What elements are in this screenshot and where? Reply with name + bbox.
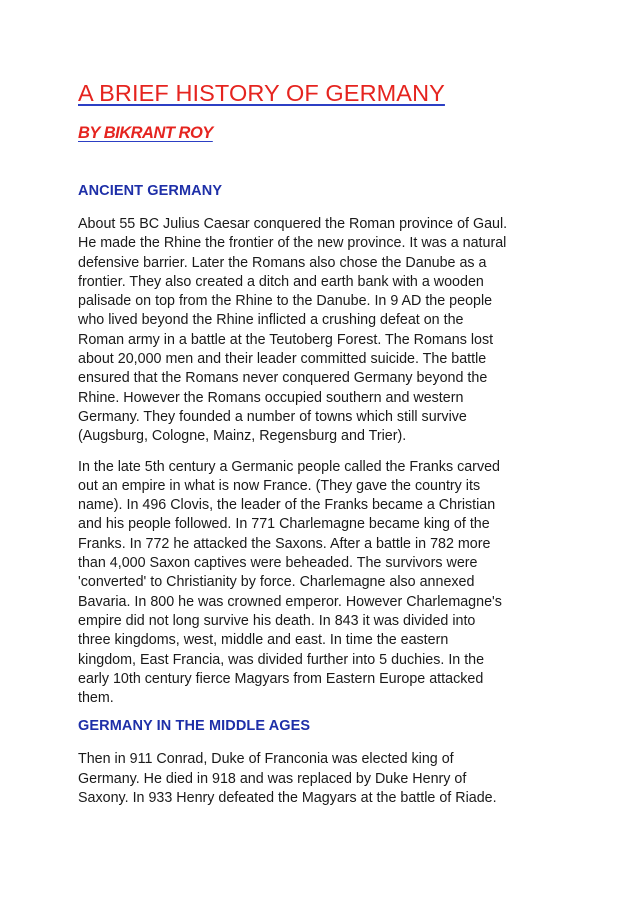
paragraph-line: who lived beyond the Rhine inflicted a crushing defeat on the	[78, 312, 464, 329]
paragraph-line: out an empire in what is now France. (They gave the country its	[78, 477, 481, 494]
paragraph-line: About 55 BC Julius Caesar conquered the Roman province of Gaul.	[78, 216, 508, 232]
paragraph-line: Rhine. However the Romans occupied southern and western	[78, 389, 464, 406]
paragraph-line: Then in 911 Conrad, Duke of Franconia was elected king of	[78, 751, 454, 768]
paragraph-line: about 20,000 men and their leader committed suicide. The battle	[78, 351, 487, 368]
paragraph-line: frontier. They also created a ditch and earth bank with a wooden	[78, 273, 484, 290]
paragraph-line: three kingdoms, west, middle and east. In time the eastern	[78, 632, 449, 649]
paragraph	[78, 458, 568, 709]
document-title: A BRIEF HISTORY OF GERMANY	[78, 80, 445, 106]
paragraph	[78, 215, 568, 447]
paragraph-line: 'converted' to Christianity by force. Charlemagne also annexed	[78, 574, 475, 591]
paragraph-line: empire did not long survive his death. In 843 it was divided into	[78, 612, 476, 629]
paragraph-line: name). In 496 Clovis, the leader of the Franks became a Christian	[78, 497, 496, 514]
paragraph-line: Germany. They founded a number of towns which still survive	[78, 408, 467, 425]
paragraph-line: them.	[78, 690, 114, 707]
paragraph-line: than 4,000 Saxon captives were beheaded. The survivors were	[78, 555, 478, 572]
author-byline: BY BIKRANT ROY	[78, 124, 213, 142]
paragraph-line: early 10th century fierce Magyars from Eastern Europe attacked	[78, 670, 484, 687]
paragraph-line: In the late 5th century a Germanic people called the Franks carved	[78, 458, 500, 475]
paragraph	[78, 750, 568, 808]
paragraph-line: ensured that the Romans never conquered Germany beyond the	[78, 370, 488, 387]
paragraph-line: Franks. In 772 he attacked the Saxons. After a battle in 782 more	[78, 535, 491, 552]
paragraph-line: Saxony. In 933 Henry defeated the Magyars at the battle of Riade.	[78, 790, 497, 807]
paragraph-line: kingdom, East Francia, was divided further into 5 duchies. In the	[78, 651, 485, 668]
paragraph-line: Roman army in a battle at the Teutoberg Forest. The Romans lost	[78, 331, 494, 348]
paragraph-line: Bavaria. In 800 he was crowned emperor. However Charlemagne's	[78, 593, 502, 610]
section-heading-ancient-germany: ANCIENT GERMANY	[78, 183, 223, 199]
paragraph-line: He made the Rhine the frontier of the new province. It was a natural	[78, 235, 507, 252]
paragraph-line: (Augsburg, Cologne, Mainz, Regensburg and Trier).	[78, 428, 407, 445]
paragraph-line: and his people followed. In 771 Charlemagne became king of the	[78, 516, 490, 533]
section-heading-middle-ages: GERMANY IN THE MIDDLE AGES	[78, 718, 311, 735]
paragraph-line: defensive barrier. Later the Romans also chose the Danube as a	[78, 254, 487, 271]
document-page	[78, 78, 568, 808]
paragraph-line: Germany. He died in 918 and was replaced by Duke Henry of	[78, 770, 467, 787]
paragraph-line: palisade on top from the Rhine to the Danube. In 9 AD the people	[78, 293, 493, 310]
